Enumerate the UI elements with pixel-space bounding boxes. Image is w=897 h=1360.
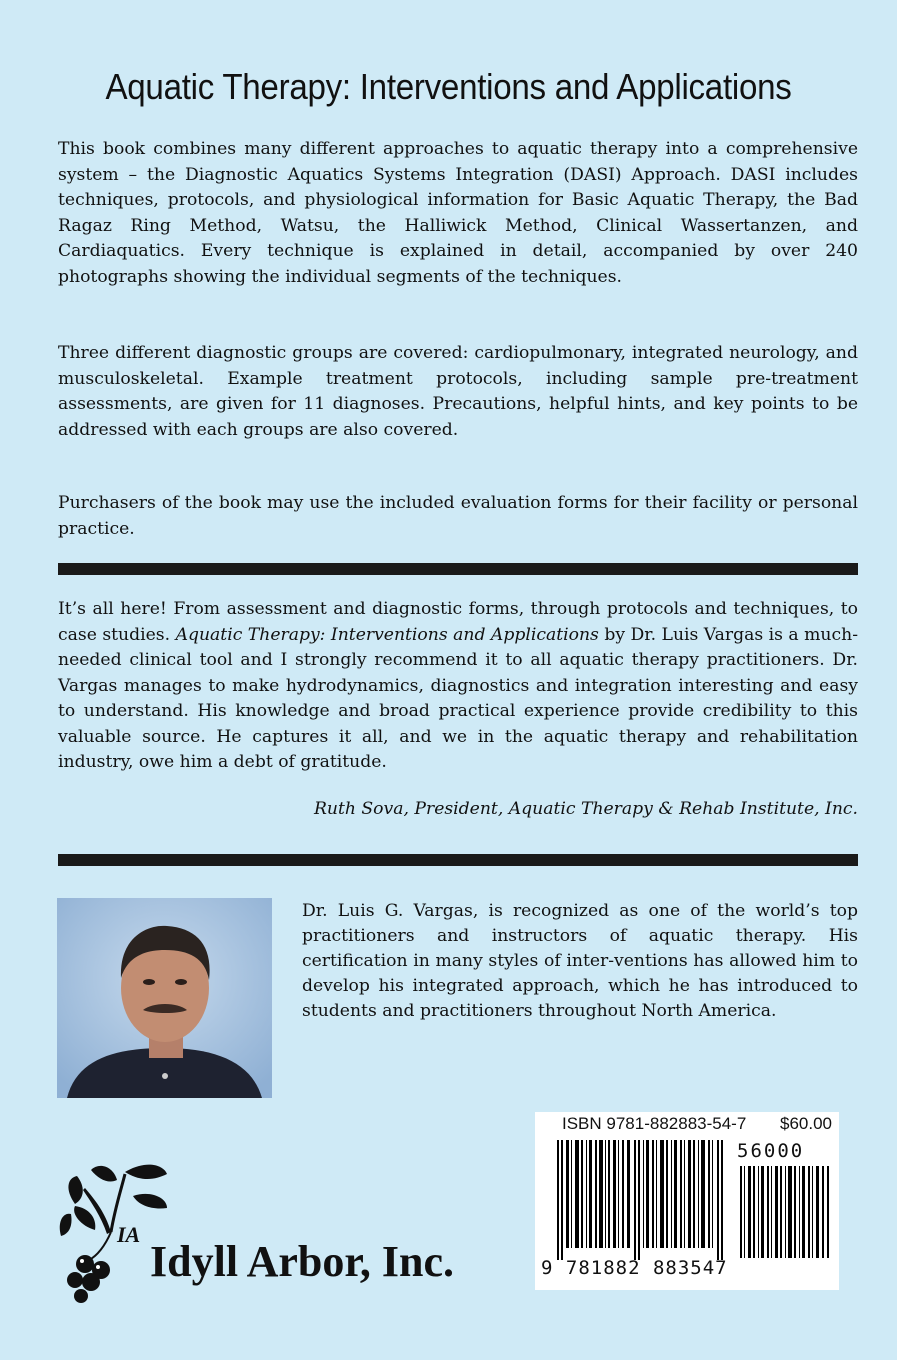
isbn-digits: 9 781882 883547 — [541, 1257, 728, 1279]
quote-body: by Dr. Luis Vargas is a much-needed clinical tool and I strongly recommend it to all aquatic therapy practitioners. Dr. Vargas manages to make hydrodynamics, diagnostics and integration interesting and easy to understand. His knowledge and broad practical experience provide credibility to this valuable source. He captures it all, and we in the aquatic therapy and rehabilitation industry, owe him a debt of gratitude. — [58, 624, 859, 772]
quote-intro: It’s all here! From assessment and diagnostic forms, through protocols and techniques, to case studies. — [58, 599, 858, 645]
endorsement-quote — [58, 597, 858, 776]
barcode-block — [535, 1112, 839, 1290]
description-paragraph-3: Purchasers of the book may use the included evaluation forms for their facility or personal practice. — [58, 493, 858, 539]
description-paragraph-2: Three different diagnostic groups are covered: cardiopulmonary, integrated neurology, and musculoskeletal. Example treatment protocols, including sample pre-treatment assessments, are given for 11 diagnoses. Precautions, helpful hints, and key points to be addressed with each groups are also covered. — [58, 343, 858, 440]
book-title: Aquatic Therapy: Interventions and Applications — [105, 66, 792, 107]
description-paragraph-1: This book combines many different approaches to aquatic therapy into a comprehensive system – the Diagnostic Aquatics Systems Integration (DASI) Approach. DASI includes techniques, protocols, and physiological information for Basic Aquatic Therapy, the Bad Ragaz Ring Method, Watsu, the Halliwick Method, Clinical Wassertanzen, and Cardiaquatics. Every technique is explained in detail, accompanied by over 240 photographs showing the individual segments of the techniques. — [58, 139, 858, 287]
author-bio: Dr. Luis G. Vargas, is recognized as one of the world’s top practitioners and instructors of aquatic therapy. His certification in many styles of inter-ventions has allowed him to develop his integrated approach, which he has introduced to students and practitioners throughout North America. — [302, 901, 858, 1021]
quote-book-title: Aquatic Therapy: Interventions and Applications — [175, 624, 599, 645]
isbn-label: ISBN 9781-882883-54-7 — [562, 1114, 747, 1133]
isbn-barcode-bars — [557, 1140, 727, 1260]
author-photo — [57, 898, 272, 1098]
quote-attribution: Ruth Sova, President, Aquatic Therapy & Rehab Institute, Inc. — [313, 799, 858, 819]
price-barcode-bars — [740, 1166, 832, 1258]
divider-rule-1 — [58, 563, 858, 575]
publisher-leaf-logo — [55, 1160, 195, 1310]
publisher-initials: IA — [117, 1222, 141, 1247]
divider-rule-2 — [58, 854, 858, 866]
price-label: $60.00 — [780, 1114, 832, 1133]
price-code-digits: 56000 — [737, 1140, 805, 1162]
isbn-line — [562, 1114, 832, 1134]
publisher-name: Idyll Arbor, Inc. — [150, 1237, 455, 1286]
